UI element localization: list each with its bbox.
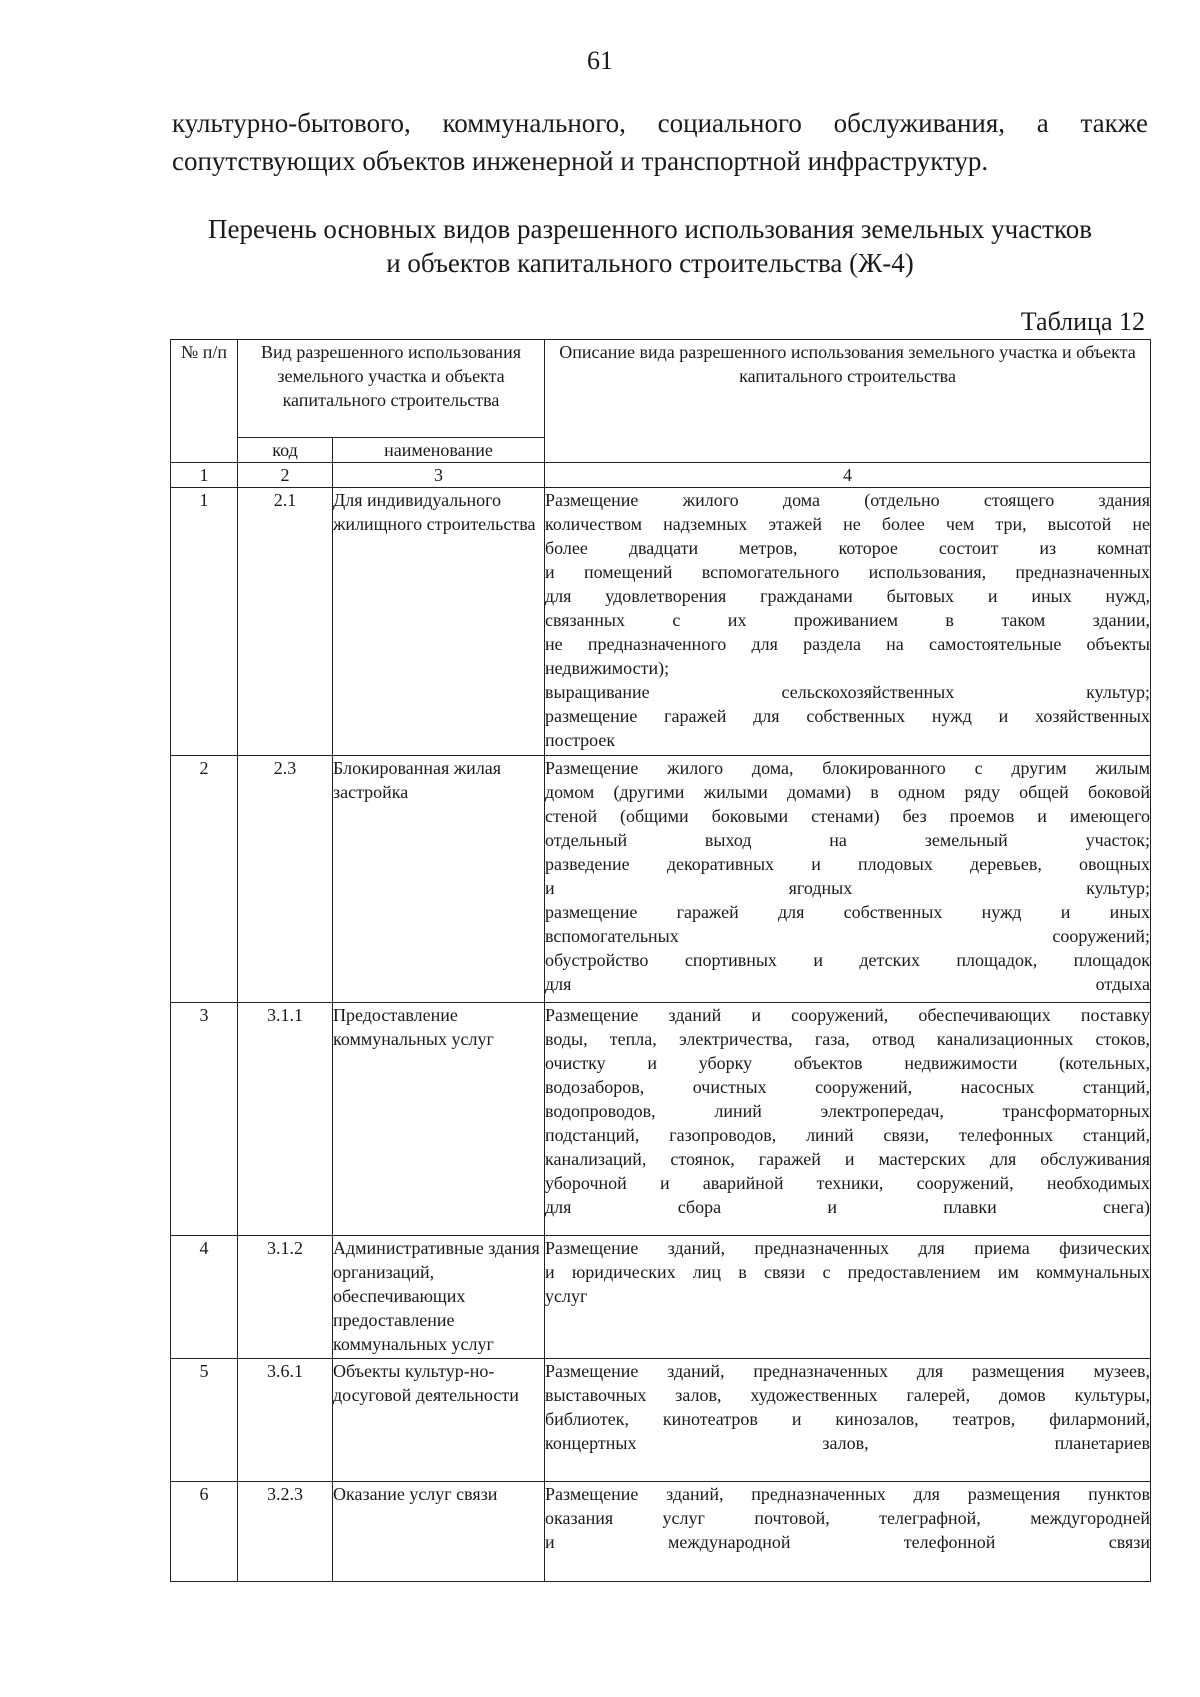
- description-line: Размещение зданий, предназначенных для размещения музеев,: [545, 1361, 1151, 1381]
- row-number: 5: [171, 1359, 238, 1482]
- header-use-type: Вид разрешенного использования земельного участка и объекта капитального строительства: [238, 340, 545, 438]
- description-line: отдельный выход на земельный участок;: [545, 830, 1151, 850]
- table-header-row: [171, 340, 1151, 438]
- header-name: наименование: [333, 438, 545, 463]
- description-line: Размещение зданий, предназначенных для приема физических: [545, 1238, 1151, 1258]
- use-name: Оказание услуг связи: [333, 1482, 545, 1582]
- description-line: библиотек, кинотеатров и кинозалов, театров, филармоний,: [545, 1409, 1151, 1429]
- description-line: размещение гаражей для собственных нужд и хозяйственных: [545, 706, 1151, 726]
- use-name: Предоставление коммунальных услуг: [333, 1003, 545, 1236]
- description-line: канализаций, стоянок, гаражей и мастерских для обслуживания: [545, 1149, 1151, 1169]
- use-name: Блокированная жилая застройка: [333, 756, 545, 1003]
- description-line: Размещение жилого дома (отдельно стоящего здания: [545, 490, 1151, 510]
- description-line: связанных с их проживанием в таком здании,: [545, 610, 1151, 630]
- use-description: [545, 488, 1151, 756]
- description-line: домом (другими жилыми домами) в одном ряду общей боковой: [545, 782, 1151, 802]
- description-line: построек: [545, 730, 616, 750]
- table-heading: [120, 212, 1180, 280]
- description-line: услуг: [545, 1286, 588, 1306]
- description-line: более двадцати метров, которое состоит из комнат: [545, 538, 1151, 558]
- description-line: оказания услуг почтовой, телеграфной, междугородней: [545, 1508, 1151, 1528]
- intro-paragraph: культурно-бытового, коммунального, социального обслуживания, а также сопутствующих объектов инженерной и транспортной инфраструктур.: [172, 108, 1148, 176]
- land-use-table: [170, 339, 1151, 1582]
- use-code: 3.2.3: [238, 1482, 333, 1582]
- header-code: код: [238, 438, 333, 463]
- description-line: не предназначенного для раздела на самостоятельные объекты: [545, 634, 1151, 654]
- description-line: уборочной и аварийной техники, сооружений, необходимых: [545, 1173, 1151, 1193]
- table-row: [171, 1236, 1151, 1359]
- description-line: для отдыха: [545, 974, 1151, 994]
- description-line: для сбора и плавки снега): [545, 1197, 1151, 1217]
- table-heading-line-1: Перечень основных видов разрешенного использования земельных участков: [208, 214, 1092, 244]
- description-line: стеной (общими боковыми стенами) без проемов и имеющего: [545, 806, 1151, 826]
- description-line: очистку и уборку объектов недвижимости (котельных,: [545, 1053, 1151, 1073]
- page-number: 61: [587, 46, 613, 75]
- description-line: и ягодных культур;: [545, 878, 1151, 898]
- column-index: 1: [171, 463, 238, 488]
- table-caption: Таблица 12: [1020, 307, 1145, 336]
- description-line: водозаборов, очистных сооружений, насосных станций,: [545, 1077, 1151, 1097]
- row-number: 2: [171, 756, 238, 1003]
- row-number: 6: [171, 1482, 238, 1582]
- description-line: Размещение жилого дома, блокированного с другим жилым: [545, 758, 1151, 778]
- header-description: Описание вида разрешенного использования земельного участка и объекта капитального строительства: [545, 340, 1151, 463]
- description-line: вспомогательных сооружений;: [545, 926, 1151, 946]
- use-description: [545, 1003, 1151, 1236]
- column-index: 4: [545, 463, 1151, 488]
- use-code: 2.3: [238, 756, 333, 1003]
- description-line: разведение декоративных и плодовых деревьев, овощных: [545, 854, 1151, 874]
- use-code: 3.1.1: [238, 1003, 333, 1236]
- table-row: [171, 1003, 1151, 1236]
- description-line: и юридических лиц в связи с предоставлением им коммунальных: [545, 1262, 1151, 1282]
- use-name: Для индивидуального жилищного строительства: [333, 488, 545, 756]
- table-row: [171, 756, 1151, 1003]
- table-row: [171, 488, 1151, 756]
- description-line: обустройство спортивных и детских площадок, площадок: [545, 950, 1151, 970]
- description-line: подстанций, газопроводов, линий связи, телефонных станций,: [545, 1125, 1151, 1145]
- description-line: недвижимости);: [545, 658, 670, 678]
- row-number: 1: [171, 488, 238, 756]
- description-line: концертных залов, планетариев: [545, 1433, 1151, 1453]
- row-number: 3: [171, 1003, 238, 1236]
- description-line: размещение гаражей для собственных нужд и иных: [545, 902, 1151, 922]
- description-line: выставочных залов, художественных галерей, домов культуры,: [545, 1385, 1151, 1405]
- use-name: Объекты культур-но-досуговой деятельности: [333, 1359, 545, 1482]
- description-line: Размещение зданий, предназначенных для размещения пунктов: [545, 1484, 1151, 1504]
- header-num: № п/п: [171, 340, 238, 463]
- use-code: 2.1: [238, 488, 333, 756]
- use-name: Административные здания организаций, обеспечивающих предоставление коммунальных услуг: [333, 1236, 545, 1359]
- use-description: [545, 1236, 1151, 1359]
- description-line: водопроводов, линий электропередач, трансформаторных: [545, 1101, 1151, 1121]
- description-line: и помещений вспомогательного использования, предназначенных: [545, 562, 1151, 582]
- use-description: [545, 756, 1151, 1003]
- use-code: 3.1.2: [238, 1236, 333, 1359]
- column-index-row: [171, 463, 1151, 488]
- description-line: выращивание сельскохозяйственных культур;: [545, 682, 1151, 702]
- table-row: [171, 1359, 1151, 1482]
- use-description: [545, 1359, 1151, 1482]
- description-line: Размещение зданий и сооружений, обеспечивающих поставку: [545, 1005, 1151, 1025]
- row-number: 4: [171, 1236, 238, 1359]
- use-description: [545, 1482, 1151, 1582]
- table-heading-line-2: и объектов капитального строительства (Ж-4): [386, 248, 914, 278]
- column-index: 3: [333, 463, 545, 488]
- description-line: и международной телефонной связи: [545, 1532, 1151, 1552]
- description-line: количеством надземных этажей не более чем три, высотой не: [545, 514, 1151, 534]
- table-row: [171, 1482, 1151, 1582]
- column-index: 2: [238, 463, 333, 488]
- description-line: воды, тепла, электричества, газа, отвод канализационных стоков,: [545, 1029, 1151, 1049]
- description-line: для удовлетворения гражданами бытовых и иных нужд,: [545, 586, 1151, 606]
- use-code: 3.6.1: [238, 1359, 333, 1482]
